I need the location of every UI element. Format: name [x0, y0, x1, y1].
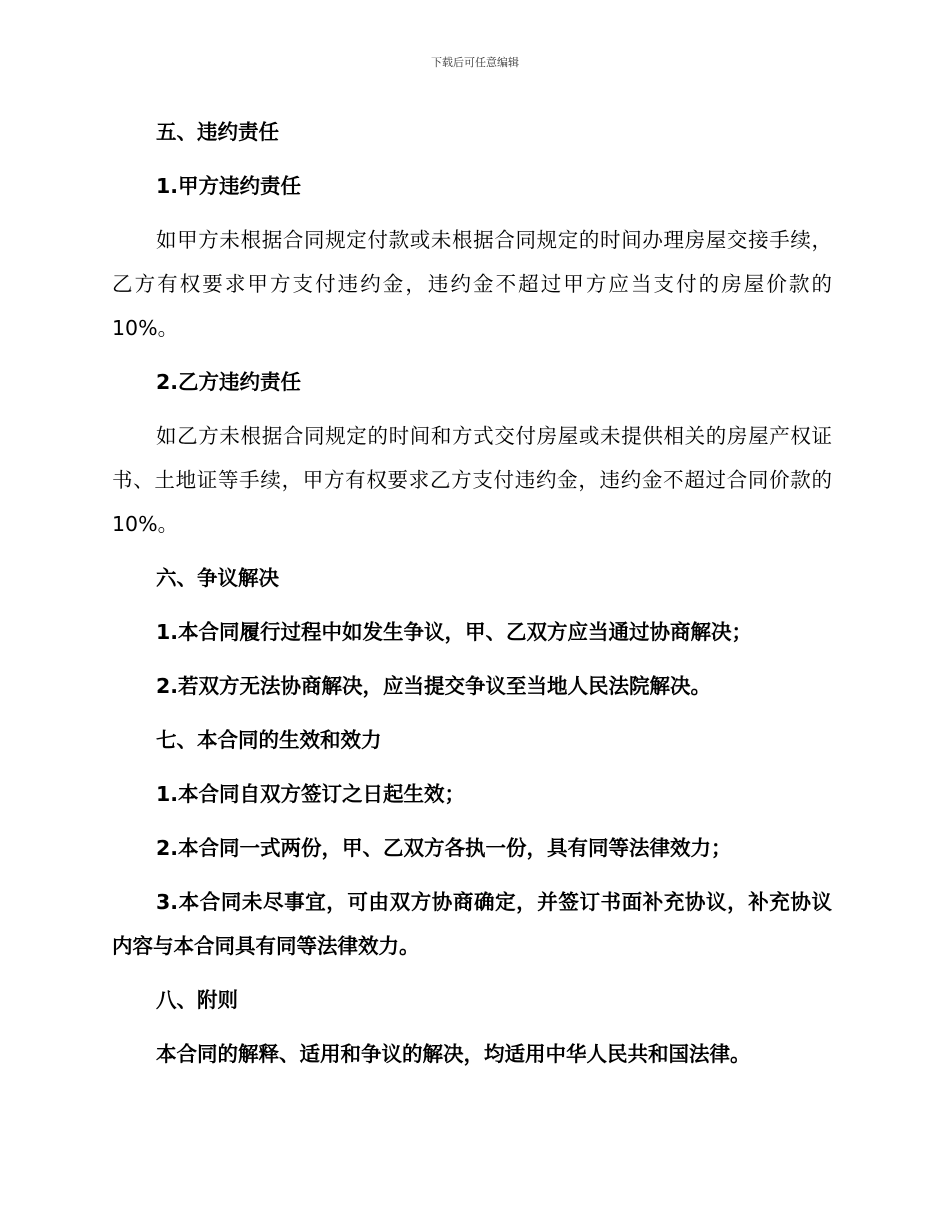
supplementary-text: 本合同的解释、适用和争议的解决，均适用中华人民共和国法律。 [156, 1042, 751, 1066]
paragraph-party-b-breach: 如乙方未根据合同规定的时间和方式交付房屋或未提供相关的房屋产权证书、土地证等手续，甲方有权要求乙方支付违约金，违约金不超过合同价款的 10%。 [112, 424, 832, 536]
dispute-item-2: 2.若双方无法协商解决，应当提交争议至当地人民法院解决。 [156, 674, 712, 698]
dispute-item-1: 1.本合同履行过程中如发生争议，甲、乙双方应当通过协商解决； [156, 620, 753, 644]
section-heading-effect: 七、本合同的生效和效力 [156, 728, 382, 752]
effect-item-3: 3.本合同未尽事宜，可由双方协商确定，并签订书面补充协议，补充协议内容与本合同具有同等法律效力。 [112, 890, 832, 958]
subheading-party-b-breach: 2.乙方违约责任 [156, 370, 302, 394]
document-body [112, 110, 832, 1076]
paragraph-party-a-breach: 如甲方未根据合同规定付款或未根据合同规定的时间办理房屋交接手续，乙方有权要求甲方支付违约金，违约金不超过甲方应当支付的房屋价款的 10%。 [112, 228, 832, 340]
section-heading-breach: 五、违约责任 [156, 120, 279, 144]
subheading-party-a-breach: 1.甲方违约责任 [156, 174, 302, 198]
page-header-note: 下载后可任意编辑 [431, 56, 519, 69]
effect-item-1: 1.本合同自双方签订之日起生效； [156, 782, 466, 806]
section-heading-supplementary: 八、附则 [156, 988, 238, 1012]
section-heading-dispute: 六、争议解决 [156, 566, 279, 590]
effect-item-2: 2.本合同一式两份，甲、乙双方各执一份，具有同等法律效力； [156, 836, 732, 860]
